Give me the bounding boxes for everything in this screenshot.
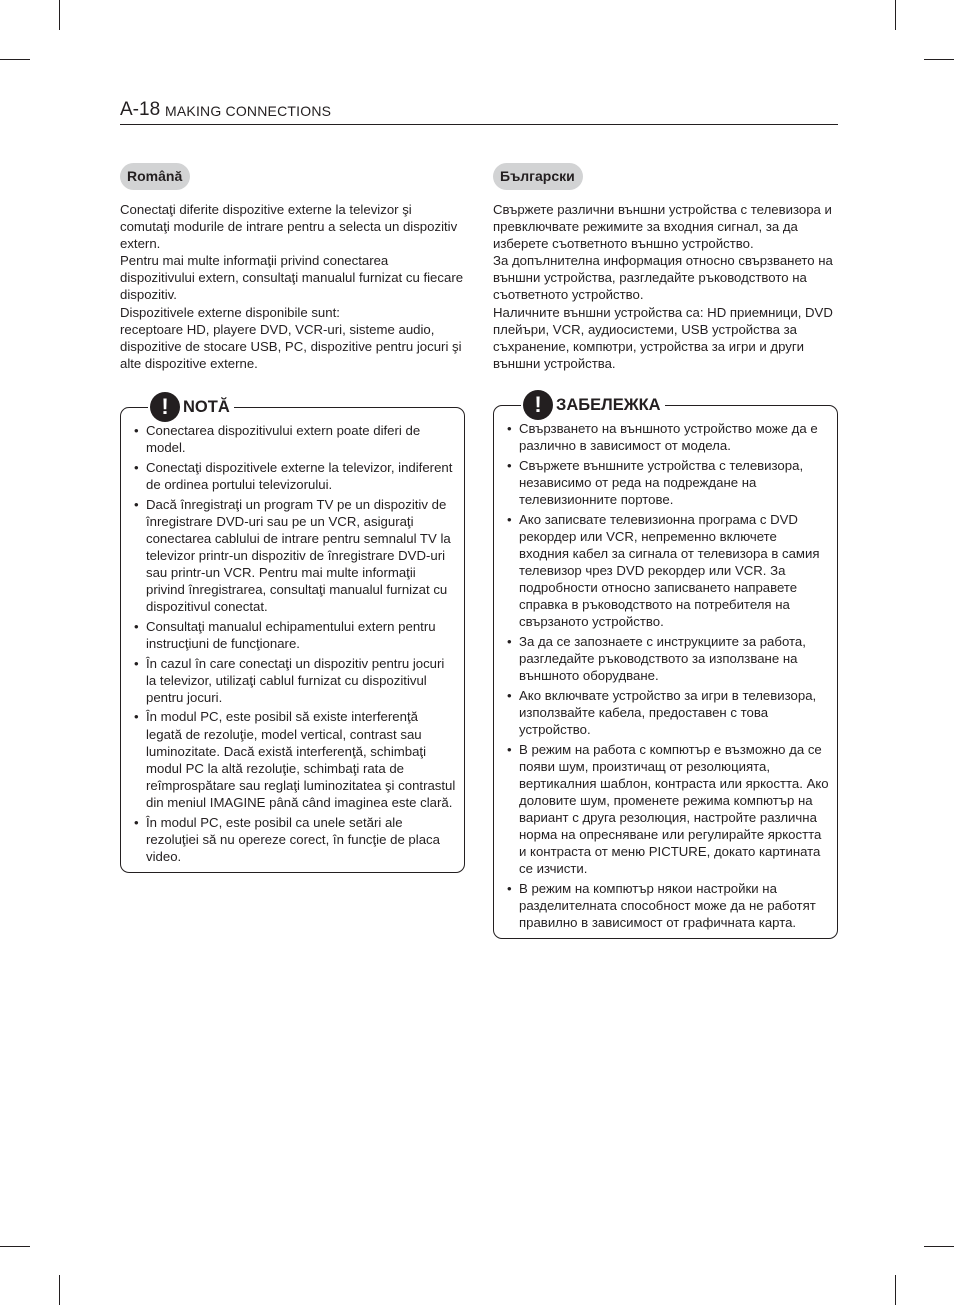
romanian-note-box	[120, 393, 465, 873]
crop-mark-bottom-left-horizontal	[0, 1246, 30, 1247]
note-item: • În modul PC, este posibil să existe interferenţă legată de rezoluţie, model vertical, contrast sau luminozitate. Dacă există interferenţă, schimbaţi modul PC la altă rezoluţie, schimbaţi rata de reîmprospătare sau reglaţi luminozitatea şi contrastul din meniul IMAGINE până când imaginea este clară.	[134, 708, 456, 811]
note-item: • Ако записвате телевизионна програма с DVD рекордер или VCR, непременно включете входния кабел за сигнала от телевизора в самия телевизор чрез DVD рекордер или VCR. За подробности относно записването направете справка в ръководството на потребителя на свързаното устройство.	[507, 511, 829, 631]
note-item: • Ако включвате устройство за игри в телевизора, използвайте кабела, предоставен с това устройство.	[507, 687, 829, 738]
note-item: • За да се запознаете с инструкциите за работа, разгледайте ръководството за използване на външното оборудване.	[507, 633, 829, 684]
romanian-intro	[120, 201, 465, 372]
note-list	[507, 420, 829, 931]
exclamation-circle-icon: !	[523, 390, 553, 420]
note-item: • Conectarea dispozitivului extern poate diferi de model.	[134, 422, 456, 456]
crop-mark-top-left-horizontal	[0, 59, 30, 60]
note-item: • Dacă înregistraţi un program TV pe un dispozitiv de înregistrare DVD-uri sau pe un VCR, asiguraţi conectarea cablului de intrare pentru semnalul TV la televizor printr-un dispozitiv de înregistrare DVD-uri sau printr-un VCR. Pentru mai multe informaţii privind înregistrarea, consultaţi manualul furnizat cu dispozitivul conectat.	[134, 496, 456, 616]
page-number: A-18	[120, 99, 161, 120]
intro-paragraph: Dispozitivele externe disponibile sunt:	[120, 304, 340, 320]
intro-paragraph: За допълнителна информация относно свързването на външни устройства, разгледайте ръководството на съответното устройство.	[493, 253, 833, 303]
note-item: • В режим на компютър някои настройки на разделителната способност може да не работят правилно в зависимост от графичната карта.	[507, 880, 829, 931]
language-label-romanian: Română	[120, 163, 190, 190]
bulgarian-note-box	[493, 391, 838, 939]
intro-paragraph: Наличните външни устройства са: HD приемници, DVD плейъри, VCR, аудиосистеми, USB устройства за съхранение, компютри, устройства за игри и други външни устройства.	[493, 304, 833, 371]
note-item: • В режим на работа с компютър е възможно да се появи шум, произтичащ от резолюцията, вертикалния шаблон, контраста или яркостта. Ако доловите шум, променете режима компютър на вариант с друга резолюция, настройте различна норма на опресняване или регулирайте яркостта и контраста от меню PICTURE, докато картината се изчисти.	[507, 741, 829, 878]
bulgarian-column	[493, 163, 838, 939]
crop-mark-bottom-left-vertical	[59, 1275, 60, 1305]
note-item: • Conectaţi dispozitivele externe la televizor, indiferent de ordinea portului televizorului.	[134, 459, 456, 493]
crop-mark-top-right-vertical	[895, 0, 896, 30]
note-header	[521, 389, 665, 421]
page-header	[120, 98, 838, 125]
intro-paragraph: Свържете различни външни устройства с телевизора и превключвате режимите за входния сигнал, за да изберете съответното външно устройство.	[493, 202, 832, 252]
crop-mark-bottom-right-horizontal	[924, 1246, 954, 1247]
note-item: • Свързването на външното устройство може да е различно в зависимост от модела.	[507, 420, 829, 454]
language-label-bulgarian: Български	[493, 163, 583, 190]
note-item: • În cazul în care conectaţi un dispozitiv pentru jocuri la televizor, utilizaţi cablul furnizat cu dispozitivul pentru jocuri.	[134, 655, 456, 706]
intro-paragraph: Pentru mai multe informaţii privind conectarea dispozitivului extern, consultaţi manualul furnizat cu fiecare dispozitiv.	[120, 253, 464, 303]
bulgarian-intro	[493, 201, 838, 372]
crop-mark-bottom-right-vertical	[895, 1275, 896, 1305]
note-item: • În modul PC, este posibil ca unele setări ale rezoluţiei să nu opereze corect, în funcţie de placa video.	[134, 814, 456, 865]
section-title: MAKING CONNECTIONS	[165, 103, 332, 119]
note-title: NOTĂ	[183, 397, 230, 416]
note-title: ЗАБЕЛЕЖКА	[556, 395, 661, 414]
note-item: • Свържете външните устройства с телевизора, независимо от реда на подреждане на телевизионните портове.	[507, 457, 829, 508]
romanian-column	[120, 163, 465, 873]
crop-mark-top-left-vertical	[59, 0, 60, 30]
crop-mark-top-right-horizontal	[924, 59, 954, 60]
intro-paragraph: receptoare HD, playere DVD, VCR-uri, sisteme audio, dispozitive de stocare USB, PC, dispozitive pentru jocuri şi alte dispozitive externe.	[120, 321, 462, 371]
intro-paragraph: Conectaţi diferite dispozitive externe la televizor şi comutaţi modurile de intrare pentru a selecta un dispozitiv extern.	[120, 202, 458, 252]
note-header	[148, 391, 234, 423]
exclamation-circle-icon: !	[150, 392, 180, 422]
note-item: • Consultaţi manualul echipamentului extern pentru instrucţiuni de funcţionare.	[134, 618, 456, 652]
note-list	[134, 422, 456, 865]
